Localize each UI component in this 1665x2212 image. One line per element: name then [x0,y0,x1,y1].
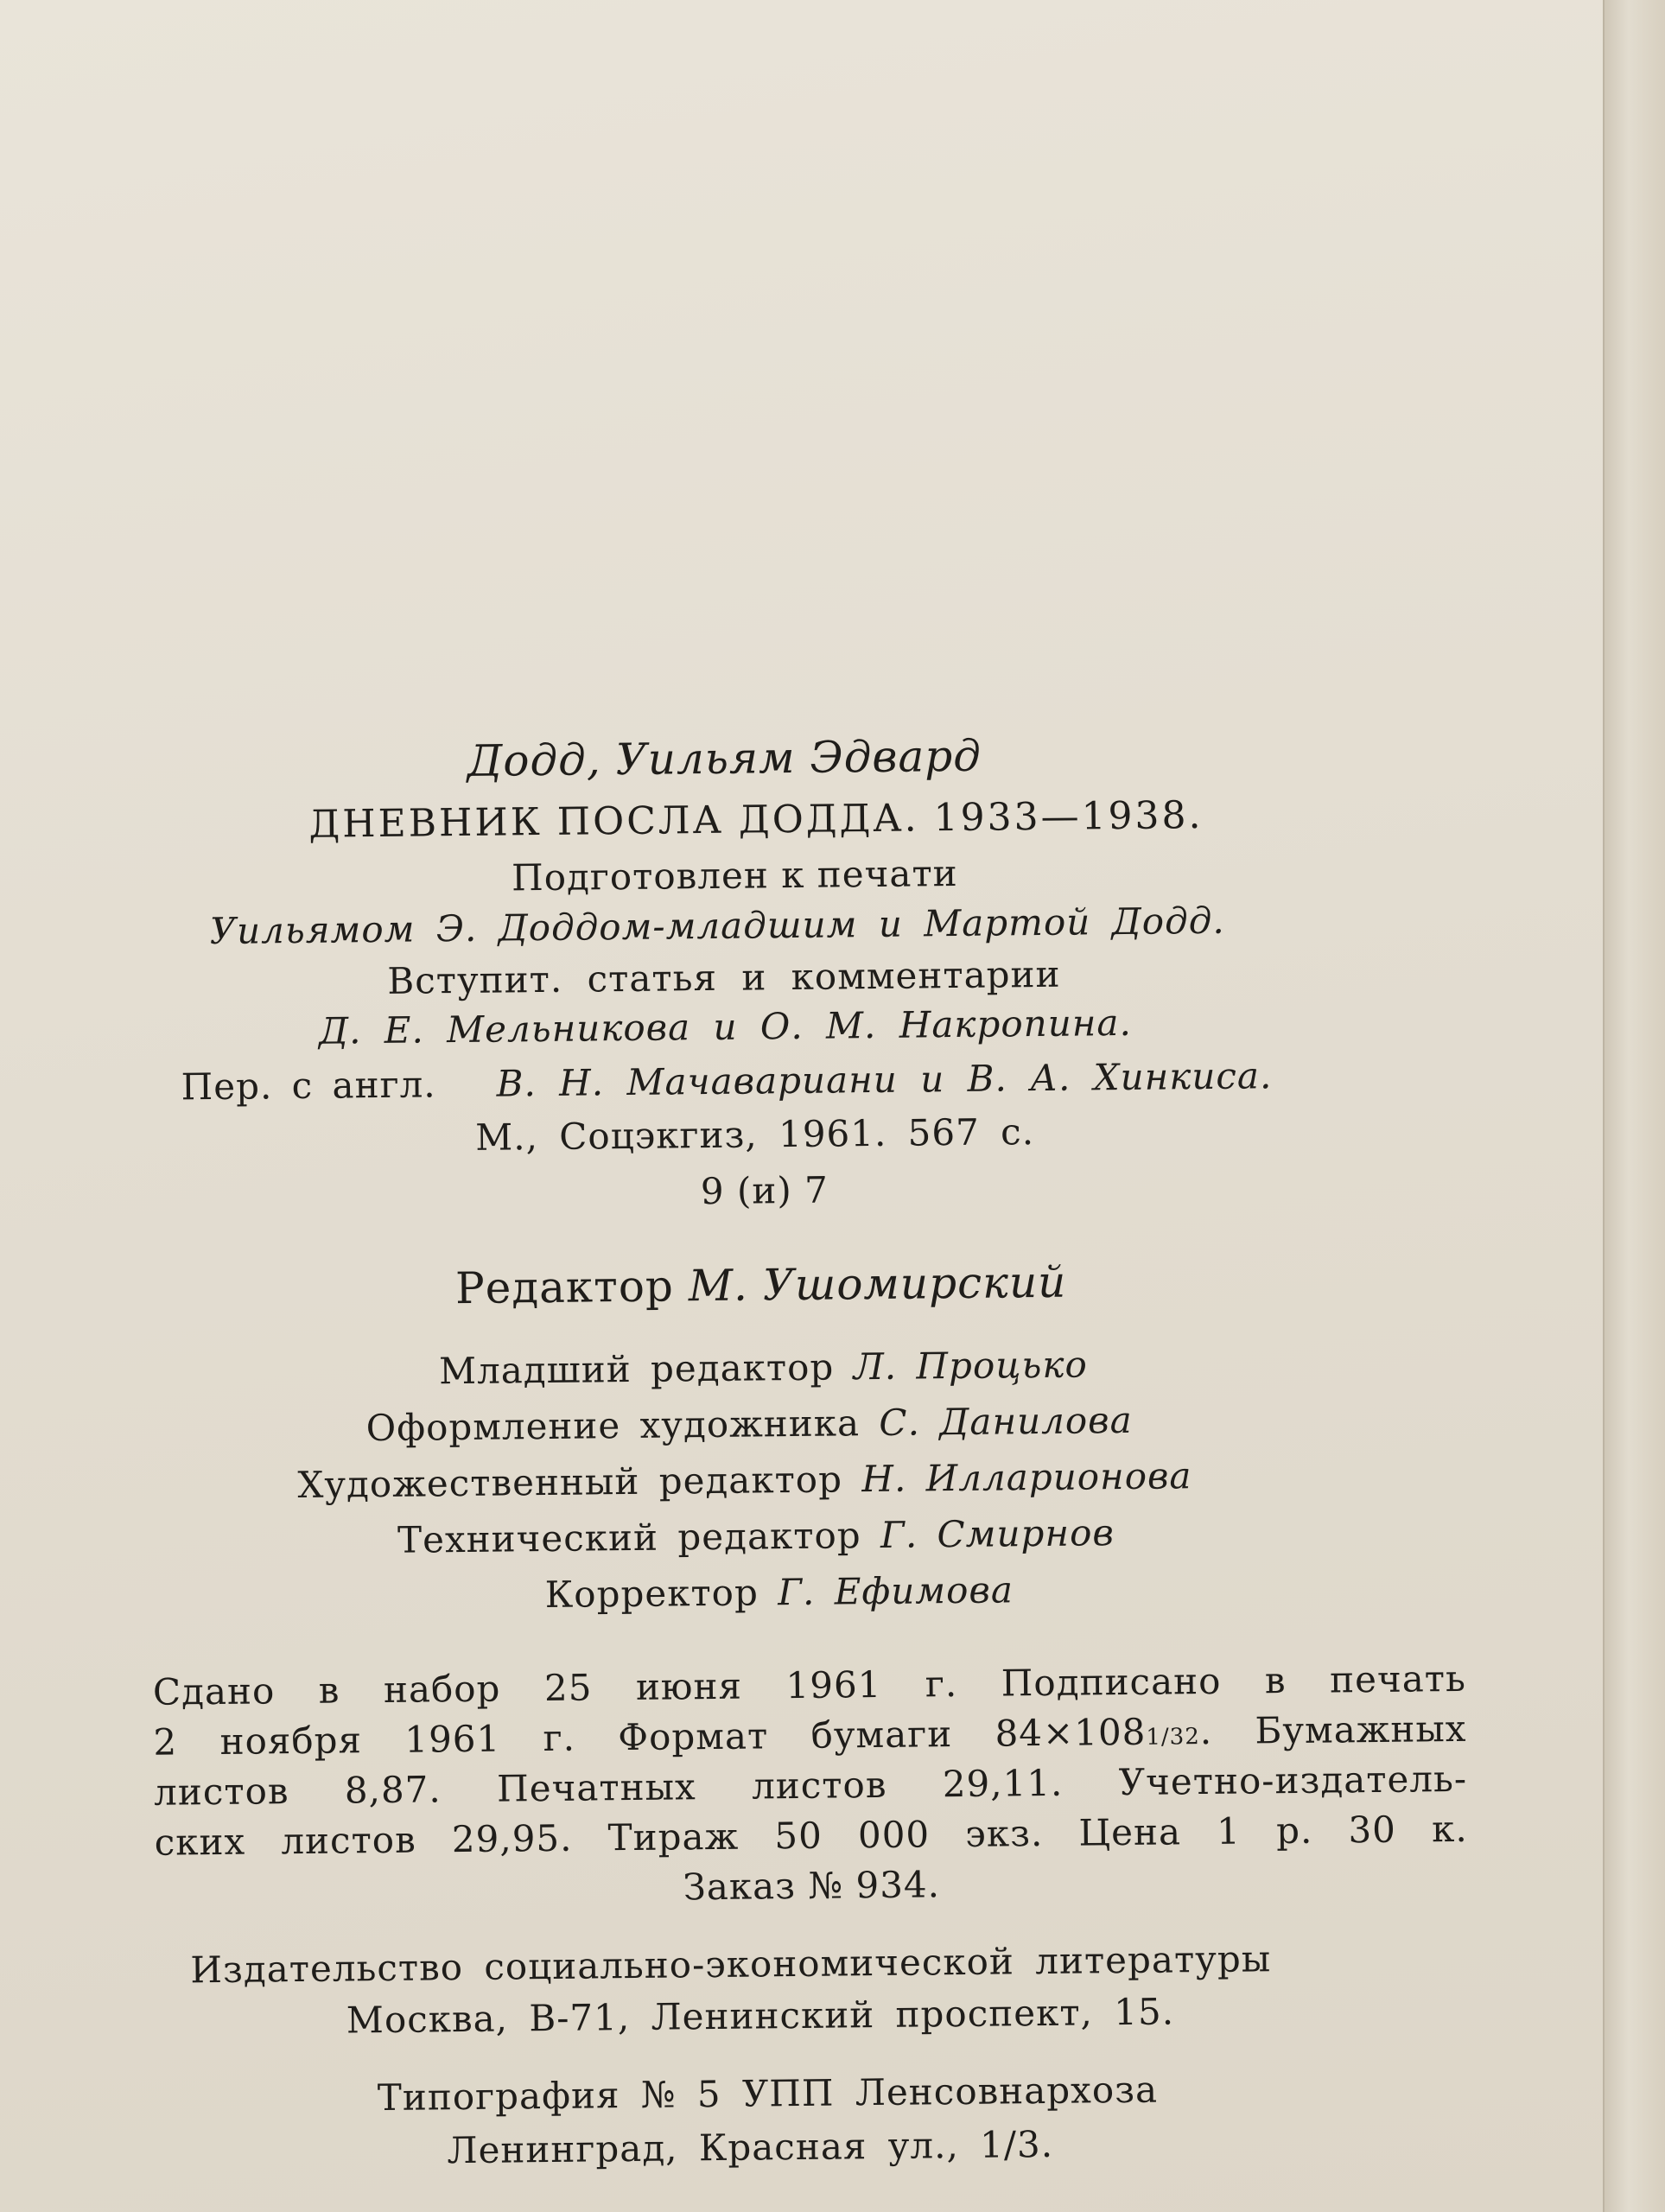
prepared-label: Подготовлен к печати [511,851,958,899]
translation-label: Пер. с англ. [181,1063,436,1109]
credit-role: Технический редактор [397,1514,861,1561]
imprint-text: 2 ноября 1961 г. Формат бумаги 84×108 [153,1710,1147,1764]
credit-row [297,1454,1192,1507]
colophon [130,695,1478,2172]
credit-role: Младший редактор [438,1345,835,1393]
next-page-edge [1603,0,1665,2212]
imprint-line: ских листов 29,95. Тираж 50 000 экз. Цена 1 р. 30 к. [154,1807,1468,1864]
credit-role: Оформление художника [365,1402,861,1450]
book-title: ДНЕВНИК ПОСЛА ДОДДА. 1933—1938. [308,792,1204,847]
publisher-name: Издательство социально-экономической литературы [190,1937,1272,1992]
classification-code: 9 (и) 7 [700,1168,829,1213]
prepared-names: Уильямом Э. Доддом-младшим и Мартой Додд. [209,899,1225,953]
publisher-address: Москва, В-71, Ленинский проспект, 15. [346,1990,1175,2042]
publication-info: М., Соцэкгиз, 1961. 567 с. [474,1110,1035,1159]
credit-name: Н. Илларионова [861,1454,1192,1501]
credit-row [397,1511,1115,1561]
author-name: Додд, Уильям Эдвард [467,730,982,786]
imprint-line: Сдано в набор 25 июня 1961 г. Подписано в печать [152,1656,1467,1713]
editor-line [454,1256,1067,1314]
editor-label: Редактор [454,1261,675,1314]
intro-names: Д. Е. Мельникова и О. М. Накропина. [318,1001,1133,1052]
printer-address: Ленинград, Красная ул., 1/3. [447,2122,1054,2172]
credit-row [544,1568,1014,1617]
credit-name: Г. Смирнов [880,1511,1115,1556]
printer-name: Типография № 5 УПП Ленсовнархоза [377,2068,1159,2120]
credit-name: Г. Ефимова [777,1568,1014,1614]
intro-label: Вступит. статья и комментарии [387,952,1061,1002]
format-fraction: 1/32 [1146,1724,1200,1751]
credit-role: Художественный редактор [297,1458,843,1507]
credit-row [365,1398,1133,1450]
credit-row [438,1343,1088,1393]
credit-role: Корректор [544,1571,759,1617]
translation-names: В. Н. Мачавариани и В. А. Хинкиса. [496,1054,1273,1105]
imprint-text: . Бумажных [1199,1707,1467,1753]
imprint-block [153,1654,1469,1918]
credit-name: Л. Процько [853,1343,1088,1389]
credit-name: С. Данилова [879,1398,1133,1444]
imprint-line: Заказ № 934. [683,1863,941,1909]
editor-name: М. Ушомирский [688,1256,1067,1312]
imprint-line: листов 8,87. Печатных листов 29,11. Учетно-издатель- [153,1757,1468,1814]
